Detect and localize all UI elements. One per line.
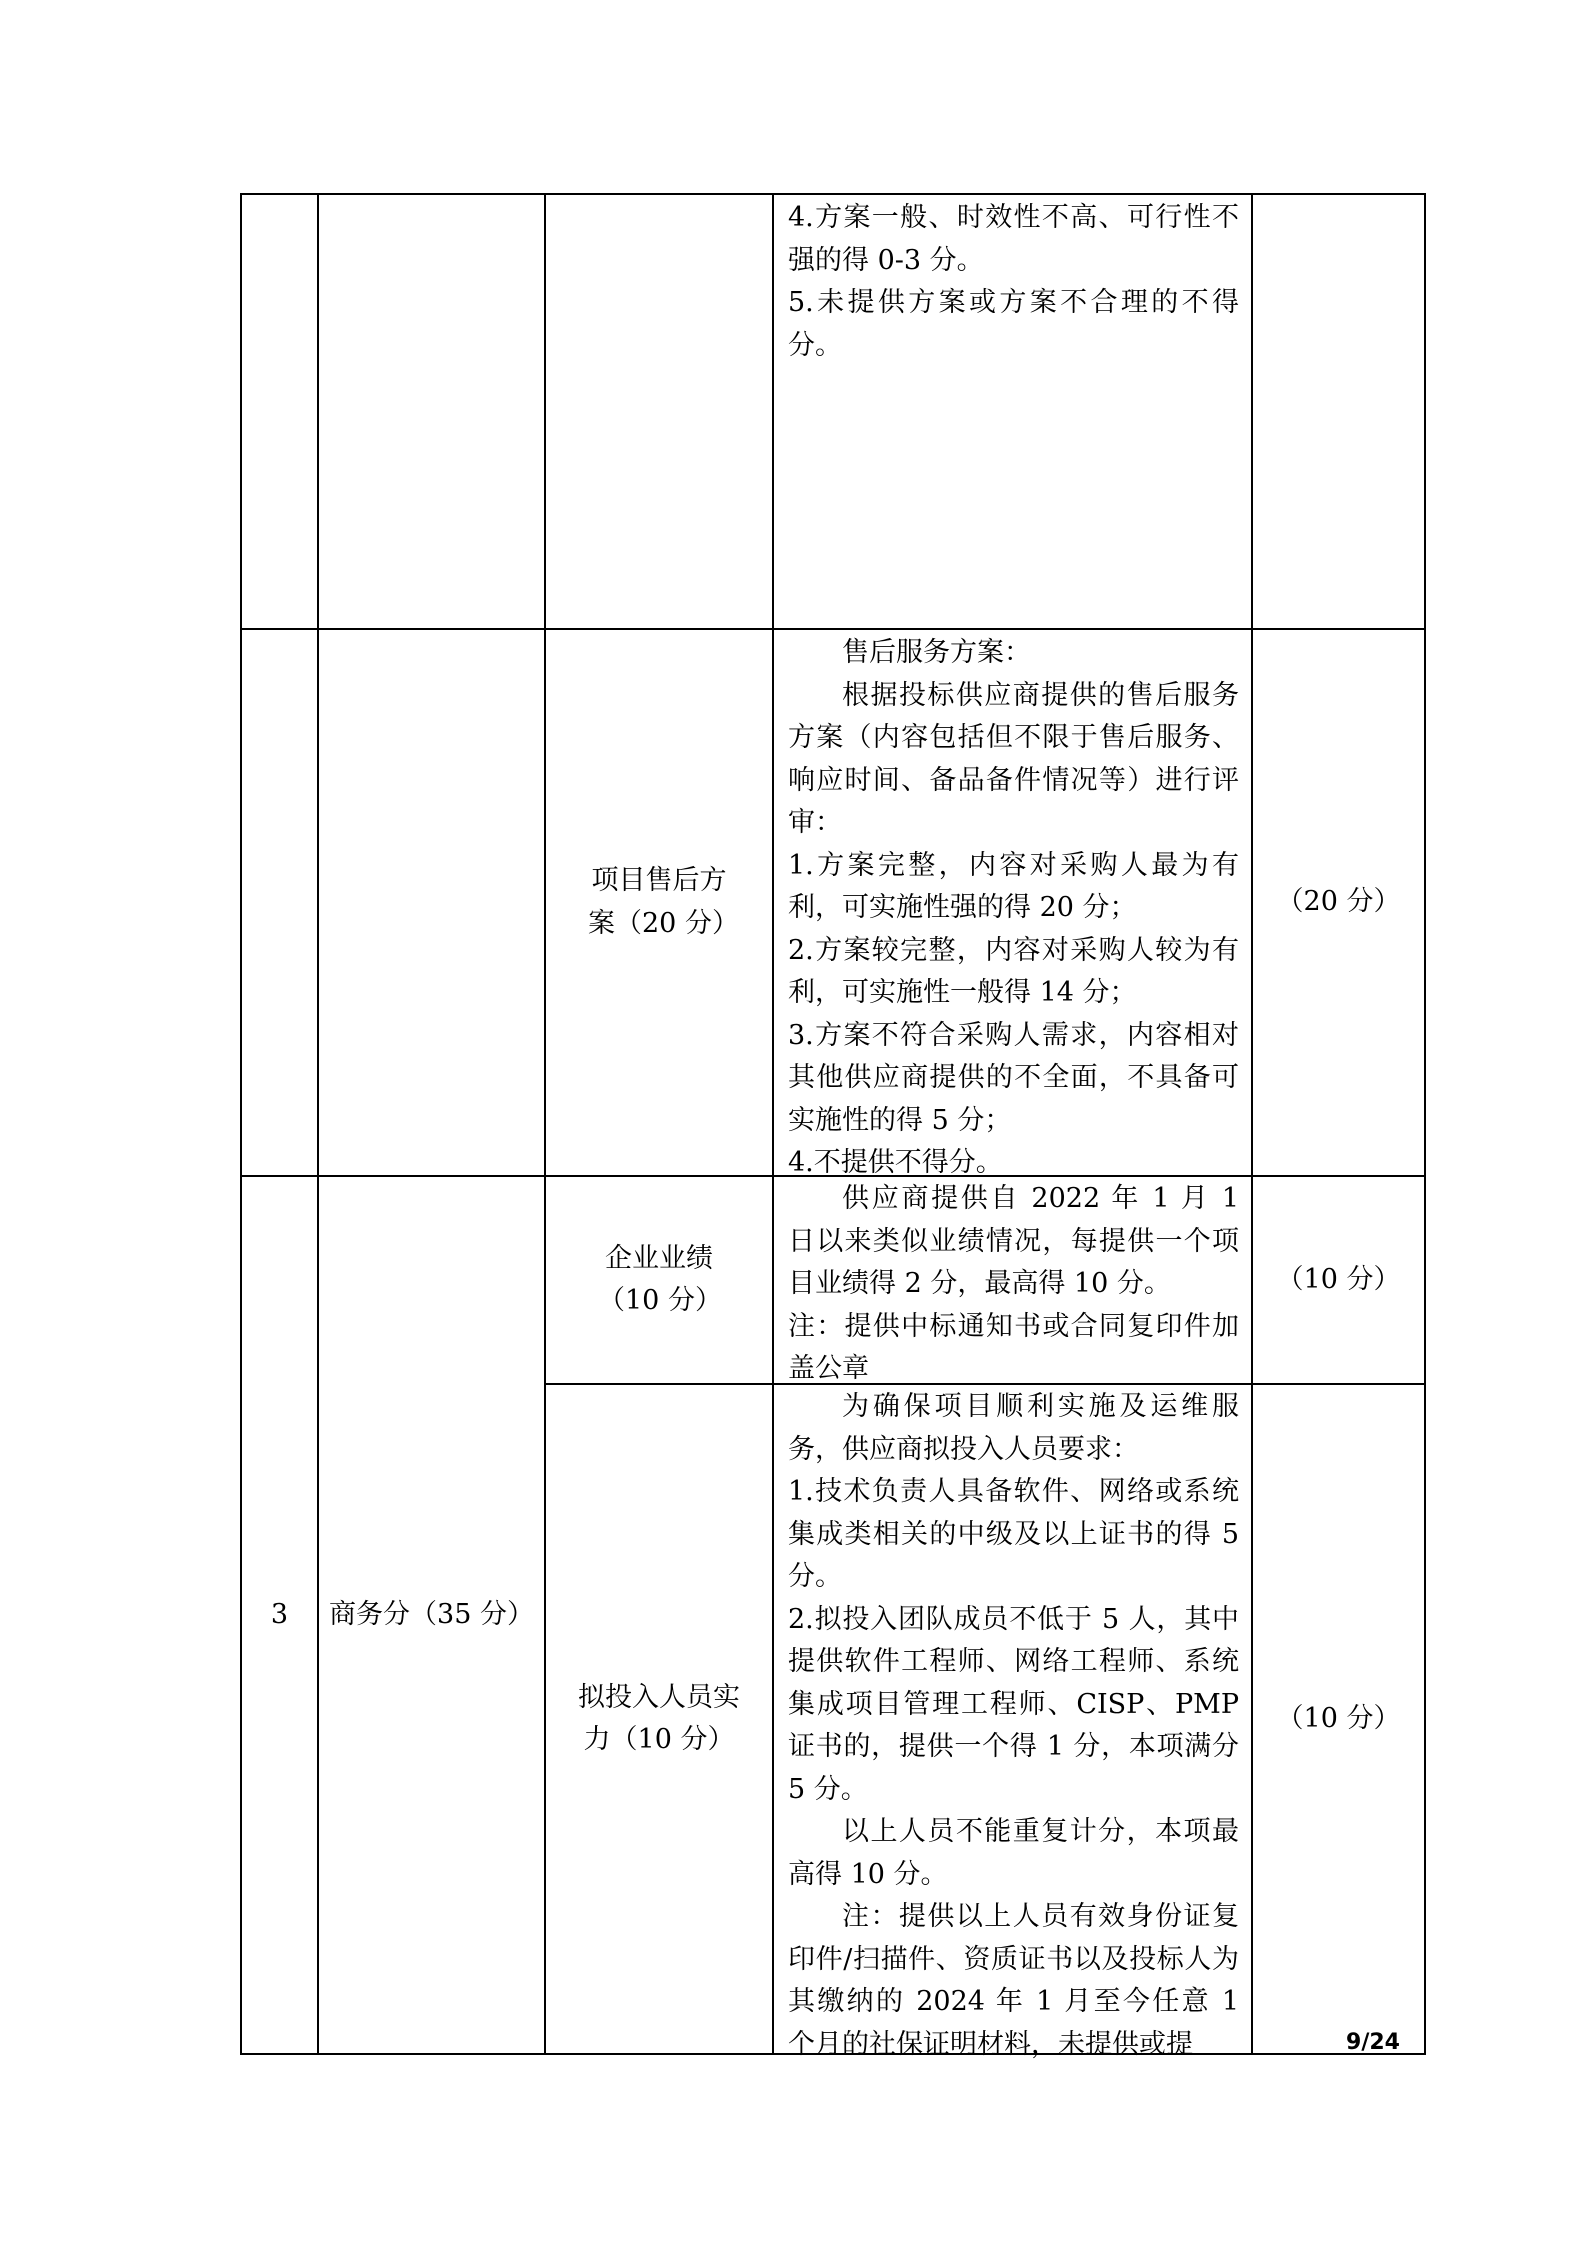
criteria-line: 售后服务方案：	[842, 637, 1031, 668]
criteria-line: 1.技术负责人具备软件、网络或系统集成类相关的中级及以上证书的得 5 分。	[788, 1476, 1239, 1592]
score-value: （10 分）	[1276, 1702, 1401, 1734]
criteria-line: 4.不提供不得分。	[788, 1147, 1003, 1178]
table-top-border	[240, 193, 1426, 195]
score-value: （10 分）	[1276, 1263, 1401, 1295]
criteria-line: 1.方案完整，内容对采购人最为有利，可实施性强的得 20 分；	[788, 849, 1239, 923]
row-number: 3	[270, 1598, 289, 1630]
score-cell-performance	[1253, 1177, 1424, 1383]
item-label: 项目售后方案（20 分）	[588, 865, 739, 939]
item-label: 企业业绩（10 分）	[598, 1242, 722, 1316]
item-label: 拟投入人员实力（10 分）	[578, 1681, 740, 1755]
criteria-cell-aftersales	[774, 632, 1251, 1185]
item-cell-performance	[546, 1177, 772, 1383]
criteria-line: 为确保项目顺利实施及运维服务，供应商拟投入人员要求：	[788, 1391, 1239, 1465]
criteria-line: 2.方案较完整，内容对采购人较为有利，可实施性一般得 14 分；	[788, 934, 1239, 1008]
criteria-line: 5.未提供方案或方案不合理的不得分。	[788, 287, 1239, 361]
item-cell-personnel	[546, 1385, 772, 2053]
item-cell-aftersales	[546, 630, 772, 1175]
category-label: 商务分（35 分）	[329, 1598, 534, 1630]
criteria-line: 3.方案不符合采购人需求，内容相对其他供应商提供的不全面，不具备可实施性的得 5 分；	[788, 1019, 1239, 1136]
criteria-line: 根据投标供应商提供的售后服务方案（内容包括但不限于售后服务、响应时间、备品备件情况等）进行评审：	[788, 679, 1239, 838]
criteria-line: 供应商提供自 2022 年 1 月 1 日以来类似业绩情况，每提供一个项目业绩得 2 分，最高得 10 分。	[788, 1183, 1239, 1299]
row-number-cell	[242, 1177, 317, 2053]
category-cell	[319, 1177, 544, 2053]
criteria-line: 2.拟投入团队成员不低于 5 人，其中提供软件工程师、网络工程师、系统集成项目管理工程师、CISP、PMP 证书的，提供一个得 1 分，本项满分 5 分。	[788, 1603, 1239, 1805]
score-cell-aftersales	[1253, 630, 1424, 1175]
score-cell-personnel	[1253, 1385, 1424, 2053]
criteria-cell-continued	[774, 197, 1251, 367]
page-number: 9/24	[1346, 2030, 1400, 2055]
criteria-cell-personnel	[774, 1386, 1251, 2066]
criteria-line: 注：提供以上人员有效身份证复印件/扫描件、资质证书以及投标人为其缴纳的 2024 年 1 月至今任意 1 个月的社保证明材料，未提供或提	[788, 1901, 1239, 2060]
score-value: （20 分）	[1276, 886, 1401, 918]
criteria-line: 4.方案一般、时效性不高、可行性不强的得 0-3 分。	[788, 202, 1239, 276]
criteria-line: 注：提供中标通知书或合同复印件加盖公章	[788, 1310, 1239, 1384]
col-right-border	[1424, 193, 1426, 2055]
criteria-line: 以上人员不能重复计分，本项最高得 10 分。	[788, 1816, 1239, 1890]
criteria-cell-performance	[774, 1178, 1251, 1391]
row-divider-aftersales	[240, 628, 1426, 630]
